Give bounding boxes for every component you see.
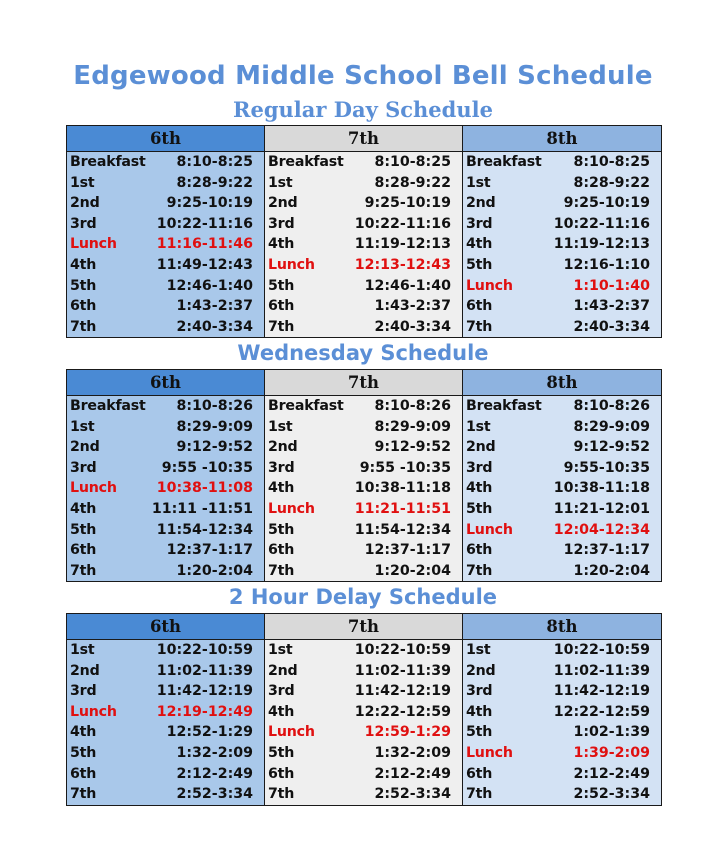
period-label: 1st bbox=[267, 418, 293, 435]
grade-header: 8th bbox=[463, 126, 661, 152]
period-time: 12:46-1:40 bbox=[364, 277, 451, 294]
period-time: 11:21-11:51 bbox=[354, 500, 451, 517]
period-time: 9:25-10:19 bbox=[166, 195, 253, 212]
grade-column bbox=[67, 370, 265, 581]
period-label: 6th bbox=[70, 765, 97, 782]
lunch-period-row bbox=[463, 276, 661, 297]
period-label: 3rd bbox=[70, 683, 97, 700]
period-row bbox=[67, 784, 264, 805]
period-label: Lunch bbox=[465, 277, 513, 294]
period-label: 7th bbox=[267, 318, 295, 335]
period-label: 3rd bbox=[465, 459, 493, 476]
period-time: 11:21-12:01 bbox=[553, 500, 650, 517]
period-row bbox=[265, 702, 462, 723]
period-time: 11:16-11:46 bbox=[156, 236, 253, 253]
grade-header: 8th bbox=[463, 370, 661, 396]
period-label: 4th bbox=[70, 724, 97, 741]
grade-header: 7th bbox=[265, 614, 462, 640]
period-label: 7th bbox=[267, 786, 295, 803]
period-label: 4th bbox=[465, 236, 493, 253]
period-list bbox=[265, 152, 462, 337]
period-label: Lunch bbox=[465, 744, 513, 761]
period-label: Lunch bbox=[267, 724, 315, 741]
period-label: 3rd bbox=[267, 683, 295, 700]
period-time: 11:42-12:19 bbox=[354, 683, 451, 700]
period-row bbox=[265, 520, 462, 541]
period-label: 4th bbox=[70, 256, 97, 273]
period-time: 12:59-1:29 bbox=[364, 724, 451, 741]
period-time: 2:40-3:34 bbox=[176, 318, 253, 335]
period-row bbox=[463, 193, 661, 214]
period-row bbox=[265, 640, 462, 661]
period-label: 5th bbox=[70, 744, 97, 761]
period-row bbox=[463, 296, 661, 317]
period-row bbox=[67, 661, 264, 682]
period-label: 5th bbox=[465, 500, 493, 517]
period-row bbox=[67, 396, 264, 417]
period-row bbox=[265, 417, 462, 438]
period-row bbox=[265, 152, 462, 173]
period-row bbox=[463, 661, 661, 682]
period-time: 1:43-2:37 bbox=[573, 298, 650, 315]
period-label: Lunch bbox=[70, 703, 117, 720]
lunch-period-row bbox=[265, 255, 462, 276]
period-label: 6th bbox=[465, 542, 493, 559]
period-list bbox=[265, 396, 462, 581]
period-label: Lunch bbox=[465, 521, 513, 538]
period-label: 5th bbox=[70, 277, 97, 294]
period-time: 2:12-2:49 bbox=[374, 765, 451, 782]
period-time: 2:40-3:34 bbox=[573, 318, 650, 335]
period-time: 2:12-2:49 bbox=[176, 765, 253, 782]
period-label: Lunch bbox=[267, 256, 315, 273]
period-label: 4th bbox=[267, 480, 295, 497]
period-row bbox=[67, 152, 264, 173]
grade-column bbox=[265, 370, 463, 581]
schedule-table-wednesday bbox=[66, 369, 662, 582]
period-time: 2:40-3:34 bbox=[374, 318, 451, 335]
period-label: 7th bbox=[267, 562, 295, 579]
period-label: Breakfast bbox=[70, 154, 146, 170]
grade-header: 6th bbox=[67, 370, 264, 396]
grade-header: 7th bbox=[265, 126, 462, 152]
period-time: 1:20-2:04 bbox=[176, 562, 253, 579]
period-label: 6th bbox=[465, 298, 493, 315]
period-row bbox=[67, 722, 264, 743]
period-label: Breakfast bbox=[465, 154, 542, 170]
period-row bbox=[265, 193, 462, 214]
period-label: Lunch bbox=[70, 480, 117, 497]
period-time: 1:39-2:09 bbox=[573, 744, 650, 761]
period-time: 11:02-11:39 bbox=[553, 662, 650, 679]
period-time: 11:02-11:39 bbox=[156, 662, 253, 679]
period-row bbox=[463, 681, 661, 702]
period-time: 10:22-10:59 bbox=[354, 642, 451, 658]
lunch-period-row bbox=[265, 722, 462, 743]
period-label: 7th bbox=[70, 786, 97, 803]
period-list bbox=[463, 152, 661, 337]
period-time: 1:32-2:09 bbox=[374, 744, 451, 761]
period-time: 9:25-10:19 bbox=[563, 195, 650, 212]
period-list bbox=[67, 396, 264, 581]
period-label: Breakfast bbox=[267, 154, 344, 170]
period-time: 8:10-8:26 bbox=[374, 398, 451, 414]
period-time: 8:29-9:09 bbox=[573, 418, 650, 435]
period-label: 6th bbox=[465, 765, 493, 782]
period-label: Lunch bbox=[267, 500, 315, 517]
period-time: 10:38-11:18 bbox=[354, 480, 451, 497]
period-row bbox=[463, 640, 661, 661]
period-row bbox=[265, 396, 462, 417]
period-row bbox=[265, 561, 462, 582]
period-row bbox=[265, 234, 462, 255]
lunch-period-row bbox=[67, 234, 264, 255]
period-row bbox=[265, 540, 462, 561]
period-row bbox=[463, 478, 661, 499]
period-time: 11:02-11:39 bbox=[354, 662, 451, 679]
grade-column bbox=[67, 614, 265, 805]
period-label: 4th bbox=[267, 703, 295, 720]
period-time: 1:20-2:04 bbox=[573, 562, 650, 579]
period-time: 8:10-8:25 bbox=[176, 154, 253, 170]
period-row bbox=[265, 784, 462, 805]
schedule-table-delay bbox=[66, 613, 662, 806]
period-row bbox=[67, 317, 264, 338]
section-title-regular: Regular Day Schedule bbox=[233, 97, 493, 122]
period-label: 1st bbox=[267, 174, 293, 191]
period-label: 2nd bbox=[70, 439, 100, 456]
period-label: 3rd bbox=[267, 459, 295, 476]
lunch-period-row bbox=[265, 499, 462, 520]
period-time: 12:37-1:17 bbox=[166, 542, 253, 559]
period-label: 5th bbox=[267, 277, 295, 294]
grade-column bbox=[265, 614, 463, 805]
grade-header: 7th bbox=[265, 370, 462, 396]
period-row bbox=[463, 458, 661, 479]
period-time: 12:37-1:17 bbox=[364, 542, 451, 559]
grade-column bbox=[463, 370, 661, 581]
period-label: 2nd bbox=[70, 662, 100, 679]
grade-column bbox=[67, 126, 265, 337]
period-time: 2:52-3:34 bbox=[176, 786, 253, 803]
section-title-delay: 2 Hour Delay Schedule bbox=[228, 585, 498, 609]
section-title-wednesday: Wednesday Schedule bbox=[237, 341, 489, 365]
period-time: 10:22-11:16 bbox=[156, 215, 253, 232]
period-row bbox=[67, 276, 264, 297]
period-label: 4th bbox=[70, 500, 97, 517]
period-label: 1st bbox=[267, 642, 293, 658]
period-row bbox=[463, 722, 661, 743]
period-label: 3rd bbox=[465, 683, 493, 700]
period-time: 12:37-1:17 bbox=[563, 542, 650, 559]
period-label: 4th bbox=[465, 480, 493, 497]
period-time: 1:20-2:04 bbox=[374, 562, 451, 579]
grade-column bbox=[265, 126, 463, 337]
period-label: 6th bbox=[267, 298, 295, 315]
period-row bbox=[67, 173, 264, 194]
period-row bbox=[67, 561, 264, 582]
period-label: 1st bbox=[465, 418, 491, 435]
period-label: 2nd bbox=[267, 195, 298, 212]
lunch-period-row bbox=[463, 520, 661, 541]
period-row bbox=[463, 317, 661, 338]
period-label: 6th bbox=[70, 542, 97, 559]
period-row bbox=[463, 784, 661, 805]
period-time: 1:10-1:40 bbox=[573, 277, 650, 294]
period-time: 8:10-8:26 bbox=[573, 398, 650, 414]
period-time: 11:19-12:13 bbox=[354, 236, 451, 253]
period-label: 2nd bbox=[267, 439, 298, 456]
period-row bbox=[67, 640, 264, 661]
grade-header: 6th bbox=[67, 126, 264, 152]
period-time: 12:19-12:49 bbox=[156, 703, 253, 720]
period-time: 11:42-12:19 bbox=[156, 683, 253, 700]
period-row bbox=[67, 437, 264, 458]
period-label: 3rd bbox=[70, 215, 97, 232]
period-row bbox=[67, 214, 264, 235]
period-time: 8:29-9:09 bbox=[176, 418, 253, 435]
period-time: 12:13-12:43 bbox=[354, 256, 451, 273]
period-time: 8:10-8:25 bbox=[374, 154, 451, 170]
period-time: 9:55 -10:35 bbox=[359, 459, 451, 476]
period-row bbox=[265, 173, 462, 194]
period-time: 1:02-1:39 bbox=[573, 724, 650, 741]
period-label: 5th bbox=[70, 521, 97, 538]
period-row bbox=[67, 193, 264, 214]
period-list bbox=[67, 640, 264, 805]
period-row bbox=[67, 520, 264, 541]
period-row bbox=[67, 743, 264, 764]
period-time: 9:55 -10:35 bbox=[161, 459, 253, 476]
period-label: 5th bbox=[267, 744, 295, 761]
period-time: 8:10-8:25 bbox=[573, 154, 650, 170]
period-list bbox=[67, 152, 264, 337]
period-row bbox=[265, 317, 462, 338]
period-row bbox=[265, 743, 462, 764]
period-label: 1st bbox=[465, 642, 491, 658]
period-time: 2:12-2:49 bbox=[573, 765, 650, 782]
period-time: 11:54-12:34 bbox=[354, 521, 451, 538]
period-label: 7th bbox=[465, 786, 493, 803]
period-row bbox=[463, 214, 661, 235]
period-list bbox=[463, 396, 661, 581]
period-list bbox=[463, 640, 661, 805]
period-time: 9:12-9:52 bbox=[374, 439, 451, 456]
period-time: 11:42-12:19 bbox=[553, 683, 650, 700]
period-time: 12:22-12:59 bbox=[553, 703, 650, 720]
period-row bbox=[265, 764, 462, 785]
period-label: 2nd bbox=[70, 195, 100, 212]
period-time: 11:54-12:34 bbox=[156, 521, 253, 538]
period-time: 8:10-8:26 bbox=[176, 398, 253, 414]
period-time: 10:38-11:08 bbox=[156, 480, 253, 497]
period-row bbox=[265, 478, 462, 499]
grade-header: 8th bbox=[463, 614, 661, 640]
period-row bbox=[463, 702, 661, 723]
period-time: 12:04-12:34 bbox=[553, 521, 650, 538]
period-row bbox=[265, 276, 462, 297]
period-row bbox=[463, 764, 661, 785]
page-title: Edgewood Middle School Bell Schedule bbox=[73, 61, 653, 91]
period-row bbox=[67, 540, 264, 561]
period-row bbox=[67, 255, 264, 276]
period-label: 6th bbox=[70, 298, 97, 315]
period-time: 11:11 -11:51 bbox=[151, 500, 253, 517]
period-row bbox=[265, 437, 462, 458]
period-label: Breakfast bbox=[465, 398, 542, 414]
period-label: Lunch bbox=[70, 236, 117, 253]
period-time: 8:28-9:22 bbox=[374, 174, 451, 191]
period-label: 7th bbox=[70, 318, 97, 335]
period-time: 10:22-10:59 bbox=[553, 642, 650, 658]
period-time: 2:52-3:34 bbox=[573, 786, 650, 803]
period-row bbox=[67, 764, 264, 785]
period-time: 1:43-2:37 bbox=[176, 298, 253, 315]
period-row bbox=[463, 234, 661, 255]
period-time: 12:22-12:59 bbox=[354, 703, 451, 720]
period-time: 1:32-2:09 bbox=[176, 744, 253, 761]
period-time: 8:29-9:09 bbox=[374, 418, 451, 435]
period-label: 7th bbox=[465, 562, 493, 579]
period-time: 10:38-11:18 bbox=[553, 480, 650, 497]
lunch-period-row bbox=[67, 478, 264, 499]
period-row bbox=[67, 296, 264, 317]
period-label: 4th bbox=[267, 236, 295, 253]
period-time: 2:52-3:34 bbox=[374, 786, 451, 803]
grade-header: 6th bbox=[67, 614, 264, 640]
lunch-period-row bbox=[67, 702, 264, 723]
period-row bbox=[463, 417, 661, 438]
schedule-table-regular bbox=[66, 125, 662, 338]
period-label: 1st bbox=[70, 642, 95, 658]
period-label: Breakfast bbox=[70, 398, 146, 414]
period-label: 2nd bbox=[465, 662, 496, 679]
period-time: 12:46-1:40 bbox=[166, 277, 253, 294]
grade-column bbox=[463, 126, 661, 337]
period-label: 2nd bbox=[465, 195, 496, 212]
period-row bbox=[463, 499, 661, 520]
period-time: 10:22-11:16 bbox=[354, 215, 451, 232]
period-row bbox=[463, 396, 661, 417]
period-label: 1st bbox=[70, 174, 95, 191]
period-time: 11:19-12:13 bbox=[553, 236, 650, 253]
period-row bbox=[463, 255, 661, 276]
period-label: 5th bbox=[465, 724, 493, 741]
period-time: 1:43-2:37 bbox=[374, 298, 451, 315]
period-time: 8:28-9:22 bbox=[573, 174, 650, 191]
period-row bbox=[67, 458, 264, 479]
period-time: 8:28-9:22 bbox=[176, 174, 253, 191]
period-time: 9:25-10:19 bbox=[364, 195, 451, 212]
period-row bbox=[463, 540, 661, 561]
period-label: 3rd bbox=[70, 459, 97, 476]
period-list bbox=[265, 640, 462, 805]
period-label: 3rd bbox=[465, 215, 493, 232]
period-label: 1st bbox=[70, 418, 95, 435]
period-row bbox=[67, 499, 264, 520]
period-time: 9:12-9:52 bbox=[176, 439, 253, 456]
period-time: 9:12-9:52 bbox=[573, 439, 650, 456]
period-label: 6th bbox=[267, 542, 295, 559]
period-label: 6th bbox=[267, 765, 295, 782]
period-row bbox=[463, 152, 661, 173]
period-time: 10:22-10:59 bbox=[156, 642, 253, 658]
period-label: 2nd bbox=[465, 439, 496, 456]
period-label: 5th bbox=[465, 256, 493, 273]
period-row bbox=[265, 458, 462, 479]
period-row bbox=[265, 296, 462, 317]
period-row bbox=[463, 437, 661, 458]
period-label: 7th bbox=[465, 318, 493, 335]
period-label: Breakfast bbox=[267, 398, 344, 414]
period-row bbox=[265, 681, 462, 702]
grade-column bbox=[463, 614, 661, 805]
period-time: 12:52-1:29 bbox=[166, 724, 253, 741]
period-row bbox=[67, 681, 264, 702]
period-label: 3rd bbox=[267, 215, 295, 232]
period-row bbox=[265, 214, 462, 235]
period-label: 5th bbox=[267, 521, 295, 538]
period-label: 4th bbox=[465, 703, 493, 720]
period-row bbox=[463, 173, 661, 194]
lunch-period-row bbox=[463, 743, 661, 764]
period-row bbox=[265, 661, 462, 682]
period-time: 11:49-12:43 bbox=[156, 256, 253, 273]
period-row bbox=[463, 561, 661, 582]
period-time: 12:16-1:10 bbox=[563, 256, 650, 273]
period-label: 2nd bbox=[267, 662, 298, 679]
period-label: 1st bbox=[465, 174, 491, 191]
period-row bbox=[67, 417, 264, 438]
period-label: 7th bbox=[70, 562, 97, 579]
period-time: 10:22-11:16 bbox=[553, 215, 650, 232]
period-time: 9:55-10:35 bbox=[563, 459, 650, 476]
